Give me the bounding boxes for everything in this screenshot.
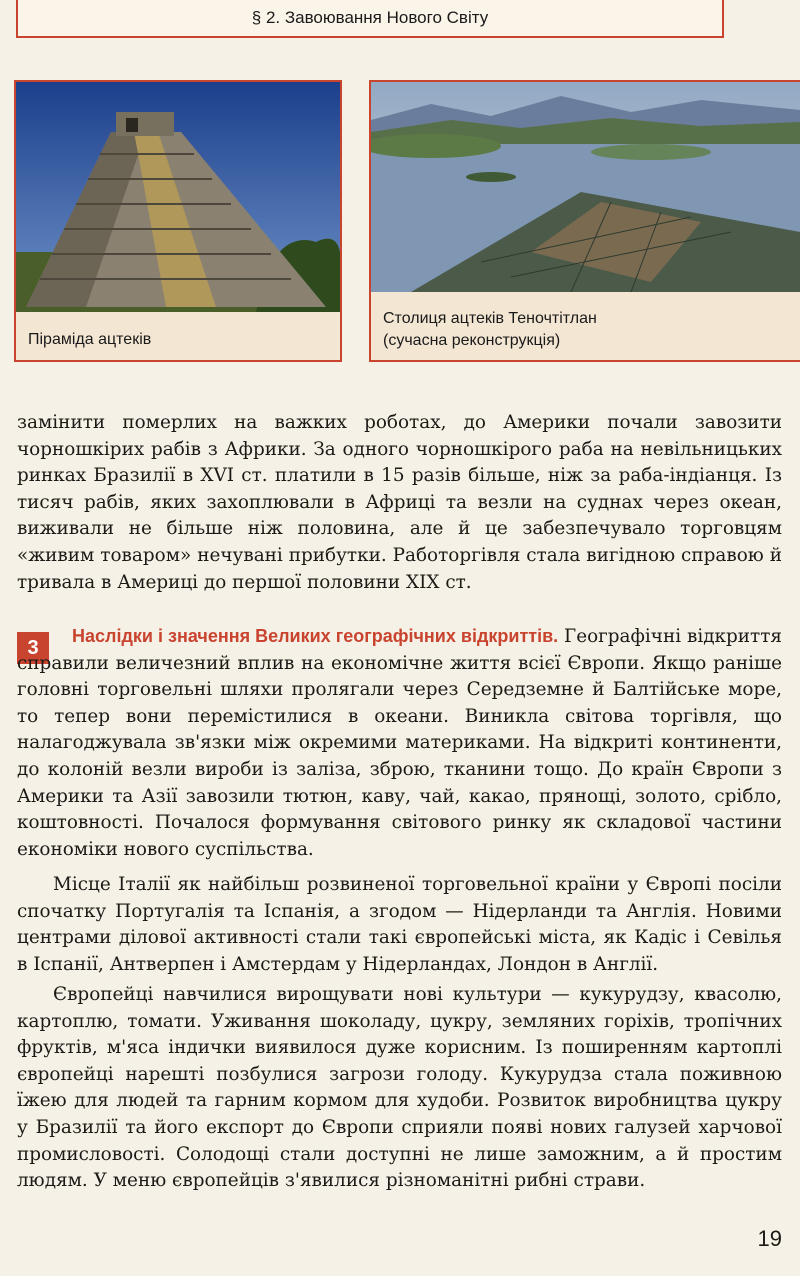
paragraph-3 — [17, 872, 782, 978]
paragraph-1-text: замінити померлих на важких роботах, до Америки почали завозити чорношкірих рабів з Африки. За одного чорношкірого раба на невільницьких ринках Бразилії в XVI ст. платили в 15 разів більше, ніж за раба-індіанця. Із тисяч рабів, яких захоплювали в Африці та везли на суднах через океан, виживали не більше ніж половина, але й це забезпечувало торговцям «живим товаром» нечувані прибутки. Работоргівля стала вигідною справою й тривала в Америці до першої половини XIX ст. — [17, 412, 782, 593]
header-title: § 2. Завоювання Нового Світу — [251, 8, 489, 27]
caption-tenochtitlan — [383, 308, 597, 352]
page-number: 19 — [757, 1226, 782, 1251]
figure-pyramid — [14, 80, 342, 362]
running-header — [16, 0, 724, 38]
paragraph-4 — [17, 982, 782, 1195]
section-title: Наслідки і значення Великих географічних відкриттів. — [72, 626, 559, 646]
tenochtitlan-image — [371, 82, 800, 292]
caption-pyramid: Піраміда ацтеків — [28, 331, 152, 348]
section-number: 3 — [27, 636, 39, 659]
caption-line-1: Столиця ацтеків Теночтітлан — [383, 310, 597, 327]
paragraph-3-text: Місце Італії як найбільш розвиненої торговельної країни у Європі посіли спочатку Португалія та Іспанія, а згодом — Нідерланди та Англія. Новими центрами ділової активності стали такі європейські міста, як Кадіс і Севілья в Іспанії, Антверпен і Амстердам у Нідерландах, Лондон в Англії. — [17, 874, 782, 975]
paragraph-2-text: Географічні відкриття справили величезний вплив на економічне життя всієї Європи. Якщо раніше головні торговельні шляхи пролягали через Середземне й Балтійське море, то тепер вони перемістилися в океани. Виникла світова торгівля, що налагоджувала зв'язки між окремими материками. На відкриті континенти, до колоній везли вироби із заліза, зброю, тканини тощо. До країн Європи з Америки та Азії завозили тютюн, каву, чай, какао, прянощі, золото, срібло, коштовності. Почалося формування світового ринку як складової частини економіки нового суспільства. — [17, 626, 782, 860]
caption-line-2: (сучасна реконструкція) — [383, 332, 561, 349]
figure-tenochtitlan — [369, 80, 800, 362]
paragraph-4-text: Європейці навчилися вирощувати нові культури — кукурудзу, квасолю, картоплю, томати. Уживання шоколаду, цукру, земляних горіхів, тропічних фруктів, м'яса індички виявилося дуже корисним. Із поширенням картоплі європейці нарешті позбулися загрози голоду. Кукурудза стала поживною їжею для людей та гарним кормом для худоби. Розвиток виробництва цукру у Бразилії та його експорт до Європи сприяли появі нових галузей харчової промисловості. Солодощі стали доступні не лише заможним, а й простим людям. У меню європейців з'явилися різноманітні рибні страви. — [17, 984, 782, 1192]
paragraph-2 — [17, 623, 782, 863]
aztec-pyramid-image — [16, 82, 340, 312]
paragraph-1 — [17, 410, 782, 596]
